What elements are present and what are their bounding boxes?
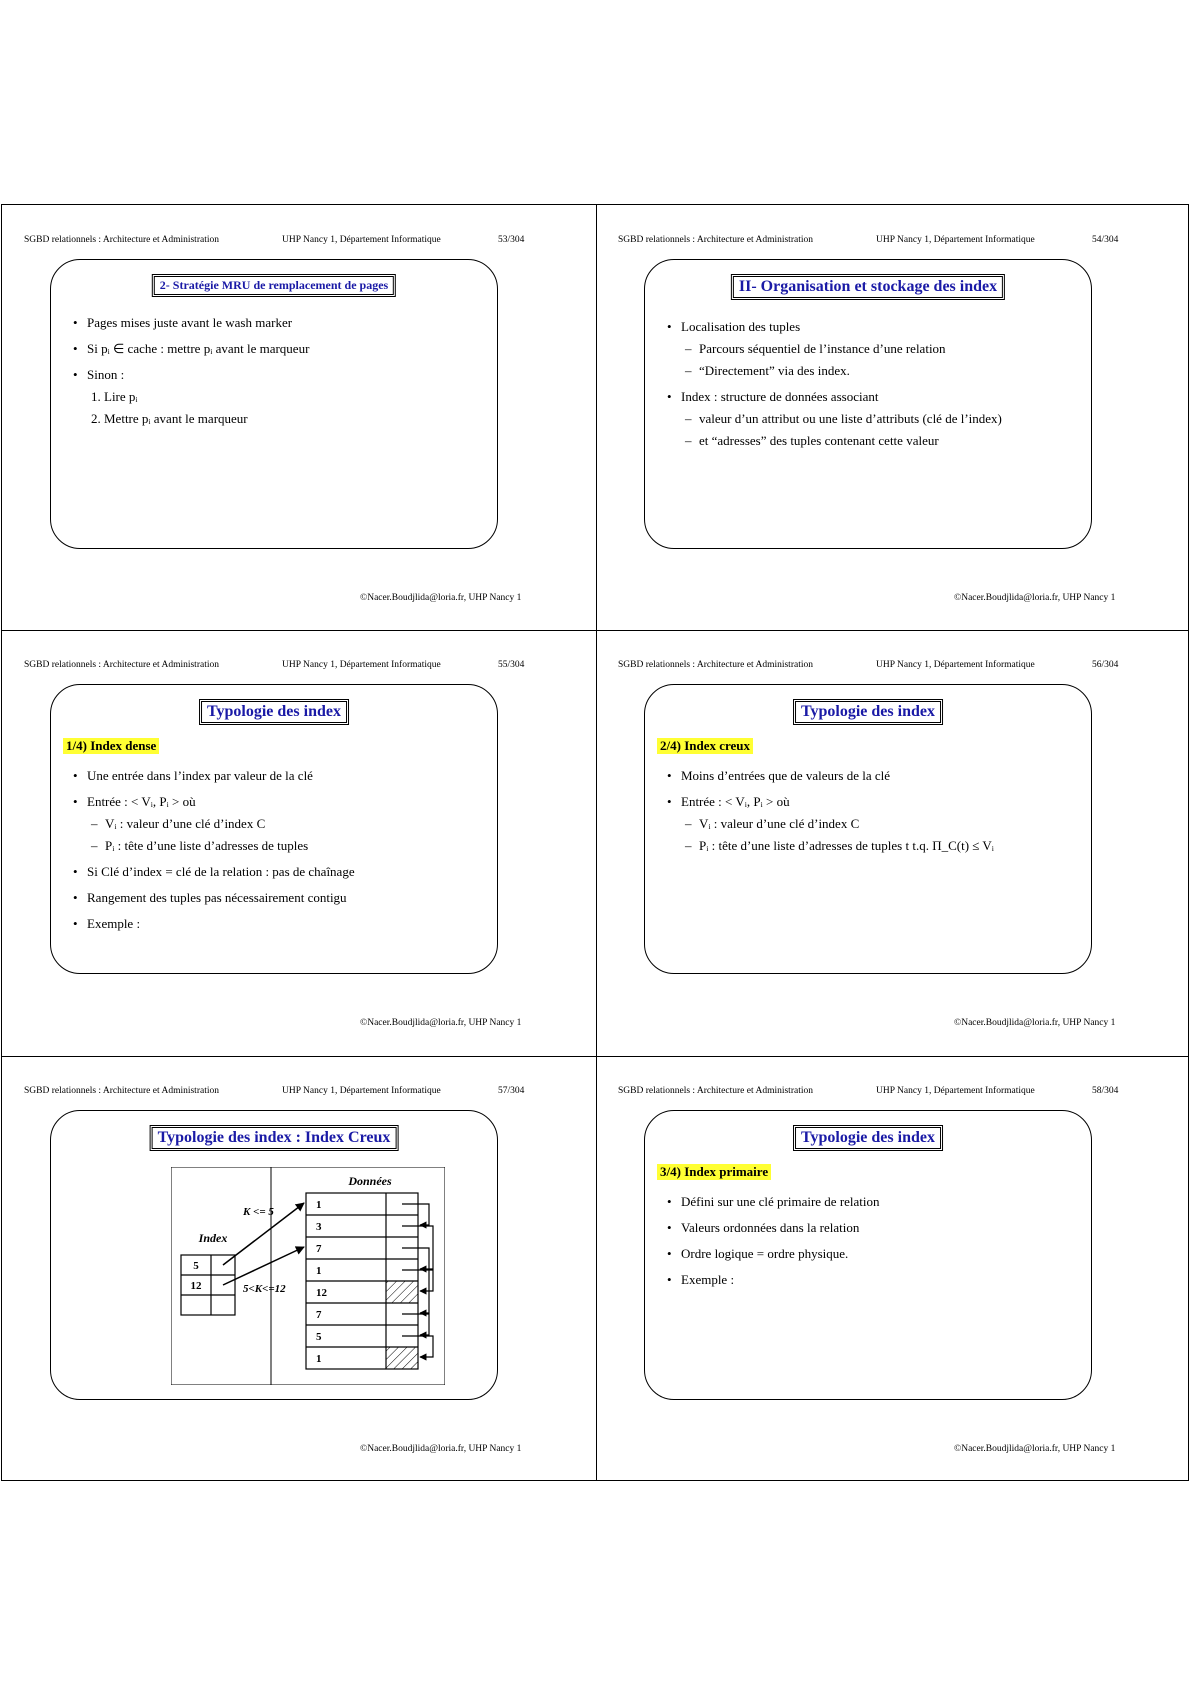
page-number: 56/304 (1092, 660, 1119, 670)
data-value: 3 (316, 1221, 322, 1233)
page-number: 57/304 (498, 1086, 525, 1096)
slide-title: II- Organisation et stockage des index (731, 274, 1005, 300)
bullet-list (667, 1191, 880, 1291)
header-course: SGBD relationnels : Architecture et Administration (24, 660, 219, 670)
sparse-index-diagram (171, 1167, 445, 1385)
copyright-footer: ©Nacer.Boudjlida@loria.fr, UHP Nancy 1 (954, 593, 1116, 603)
list-item: • Défini sur une clé primaire de relation (667, 1191, 880, 1213)
header-course: SGBD relationnels : Architecture et Administration (618, 235, 813, 245)
bullet-list (73, 312, 309, 430)
list-item: – Pᵢ : tête d’une liste d’adresses de tuples (73, 835, 355, 857)
data-value: 1 (316, 1265, 322, 1277)
list-item: • Entrée : < Vᵢ, Pᵢ > où (73, 791, 355, 813)
data-value: 1 (316, 1199, 322, 1211)
data-value: 5 (316, 1331, 322, 1343)
header-course: SGBD relationnels : Architecture et Administration (618, 1086, 813, 1096)
slide-title: Typologie des index (793, 1125, 943, 1151)
slide-56 (596, 630, 1190, 1055)
list-item: • Valeurs ordonnées dans la relation (667, 1217, 880, 1239)
copyright-footer: ©Nacer.Boudjlida@loria.fr, UHP Nancy 1 (954, 1018, 1116, 1028)
slide-frame (644, 684, 1092, 974)
null-pointer-cell (386, 1281, 418, 1303)
header-course: SGBD relationnels : Architecture et Administration (24, 1086, 219, 1096)
slide-title: Typologie des index : Index Creux (150, 1125, 399, 1151)
data-label: Données (348, 1174, 392, 1188)
data-value: 12 (316, 1287, 327, 1299)
header-institution: UHP Nancy 1, Département Informatique (282, 235, 441, 245)
header-institution: UHP Nancy 1, Département Informatique (282, 1086, 441, 1096)
page-number: 58/304 (1092, 1086, 1119, 1096)
list-item: • Localisation des tuples (667, 316, 1002, 338)
slide-title: Typologie des index (793, 699, 943, 725)
slide-grid (1, 204, 1189, 1481)
list-item: – valeur d’un attribut ou une liste d’attributs (clé de l’index) (667, 408, 1002, 430)
null-pointer-cell (386, 1347, 418, 1369)
list-item: – Vᵢ : valeur d’une clé d’index C (667, 813, 994, 835)
section-highlight: 3/4) Index primaire (657, 1164, 771, 1180)
header-institution: UHP Nancy 1, Département Informatique (876, 235, 1035, 245)
copyright-footer: ©Nacer.Boudjlida@loria.fr, UHP Nancy 1 (360, 1444, 522, 1454)
list-item: • Rangement des tuples pas nécessairement contigu (73, 887, 355, 909)
list-item: – Pᵢ : tête d’une liste d’adresses de tuples t t.q. Π_C(t) ≤ Vᵢ (667, 835, 994, 857)
slide-frame (50, 259, 498, 549)
bullet-list (667, 765, 994, 857)
copyright-footer: ©Nacer.Boudjlida@loria.fr, UHP Nancy 1 (360, 1018, 522, 1028)
index-table (181, 1255, 235, 1315)
slide-frame (50, 1110, 498, 1400)
list-item: • Une entrée dans l’index par valeur de la clé (73, 765, 355, 787)
header-institution: UHP Nancy 1, Département Informatique (876, 1086, 1035, 1096)
slide-57 (2, 1056, 596, 1481)
index-value: 5 (193, 1260, 199, 1272)
bullet-list (73, 765, 355, 935)
copyright-footer: ©Nacer.Boudjlida@loria.fr, UHP Nancy 1 (954, 1444, 1116, 1454)
list-item: • Entrée : < Vᵢ, Pᵢ > où (667, 791, 994, 813)
list-item: • Sinon : (73, 364, 309, 386)
list-item: – Parcours séquentiel de l’instance d’une relation (667, 338, 1002, 360)
copyright-footer: ©Nacer.Boudjlida@loria.fr, UHP Nancy 1 (360, 593, 522, 603)
header-institution: UHP Nancy 1, Département Informatique (876, 660, 1035, 670)
slide-title: Typologie des index (199, 699, 349, 725)
condition-label: 5<K<=12 (243, 1283, 286, 1295)
data-value: 1 (316, 1353, 322, 1365)
data-value: 7 (316, 1309, 322, 1321)
header-institution: UHP Nancy 1, Département Informatique (282, 660, 441, 670)
list-item: 1. Lire pᵢ (91, 389, 138, 404)
list-item: • Si Clé d’index = clé de la relation : pas de chaînage (73, 861, 355, 883)
slide-frame (644, 1110, 1092, 1400)
list-item: • Pages mises juste avant le wash marker (73, 312, 309, 334)
list-item: • Exemple : (667, 1269, 880, 1291)
section-highlight: 1/4) Index dense (63, 738, 159, 754)
list-item: • Index : structure de données associant (667, 386, 1002, 408)
list-item: • Si pᵢ ∈ cache : mettre pᵢ avant le marqueur (73, 338, 309, 360)
list-item: – et “adresses” des tuples contenant cette valeur (667, 430, 1002, 452)
header-course: SGBD relationnels : Architecture et Administration (618, 660, 813, 670)
slide-55 (2, 630, 596, 1055)
list-item: • Exemple : (73, 913, 355, 935)
index-label: Index (198, 1231, 228, 1245)
list-item: • Ordre logique = ordre physique. (667, 1243, 880, 1265)
page-number: 54/304 (1092, 235, 1119, 245)
slide-58 (596, 1056, 1190, 1481)
page-number: 55/304 (498, 660, 525, 670)
slide-frame (644, 259, 1092, 549)
slide-53 (2, 205, 596, 630)
data-value: 7 (316, 1243, 322, 1255)
index-value: 12 (190, 1280, 202, 1292)
section-highlight: 2/4) Index creux (657, 738, 753, 754)
list-item: 2. Mettre pᵢ avant le marqueur (91, 411, 248, 426)
bullet-list (667, 316, 1002, 452)
header-course: SGBD relationnels : Architecture et Administration (24, 235, 219, 245)
slide-frame (50, 684, 498, 974)
list-item: • Moins d’entrées que de valeurs de la clé (667, 765, 994, 787)
list-item: – “Directement” via des index. (667, 360, 1002, 382)
list-item: – Vᵢ : valeur d’une clé d’index C (73, 813, 355, 835)
slide-title: 2- Stratégie MRU de remplacement de pages (152, 274, 396, 297)
condition-label: K <= 5 (243, 1206, 274, 1218)
page-number: 53/304 (498, 235, 525, 245)
slide-54 (596, 205, 1190, 630)
